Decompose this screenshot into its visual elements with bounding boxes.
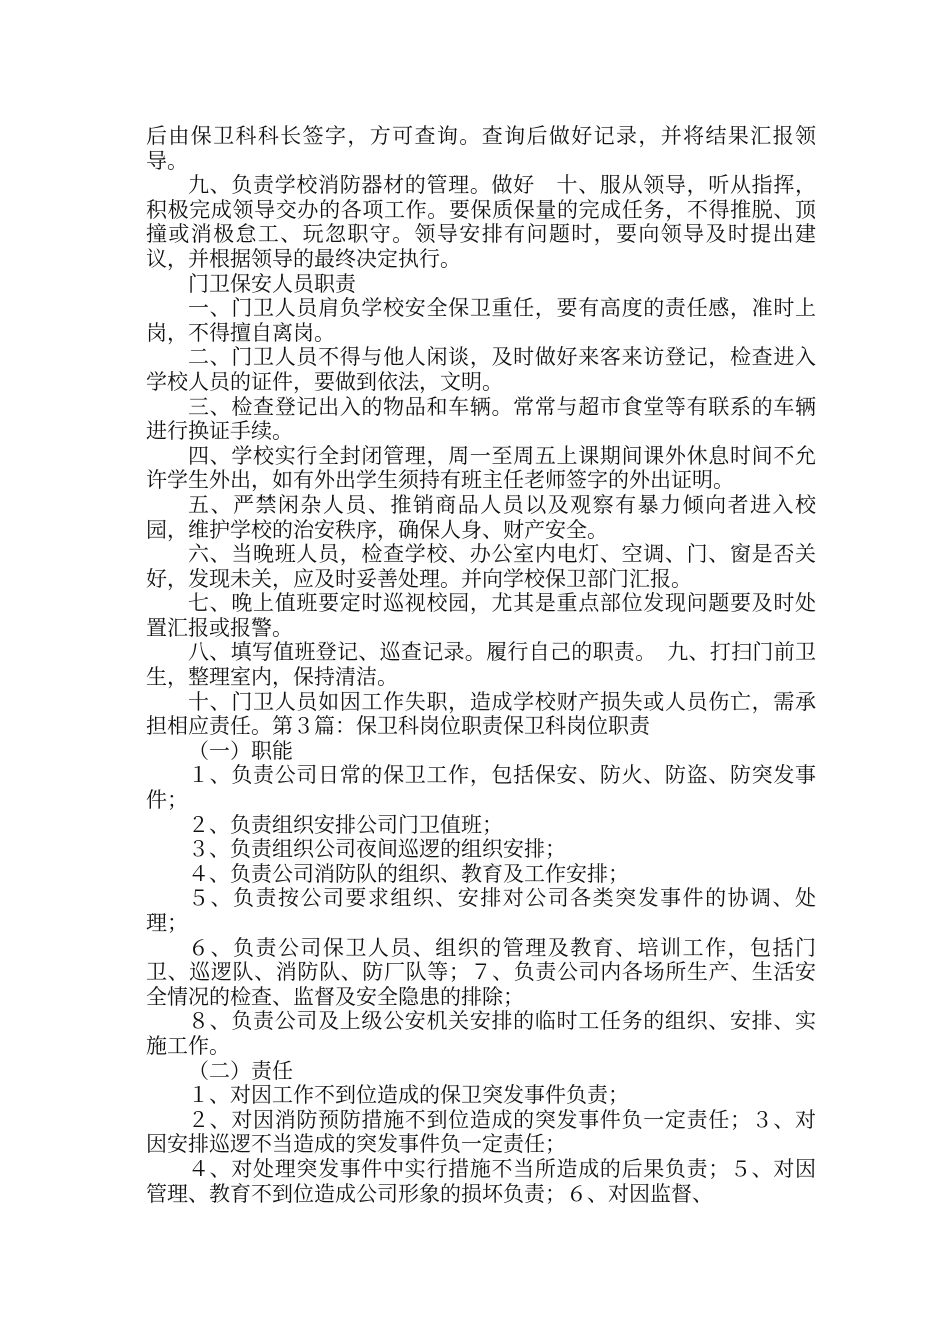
paragraph-guard-item-5: 五、严禁闲杂人员、推销商品人员以及观察有暴力倾向者进入校园，维护学校的治安秩序，确保人身、财产安全。 [146,492,816,542]
paragraph-guard-item-10: 十、门卫人员如因工作失职，造成学校财产损失或人员伤亡，需承担相应责任。第３篇：保卫科岗位职责保卫科岗位职责 [146,689,816,739]
paragraph-guard-item-4: 四、学校实行全封闭管理，周一至周五上课期间课外休息时间不允许学生外出，如有外出学生须持有班主任老师签字的外出证明。 [146,443,816,493]
paragraph-function-2: ２、负责组织安排公司门卫值班； [188,812,503,837]
paragraph-function-1: １、负责公司日常的保卫工作，包括保安、防火、防盗、防突发事件； [146,763,816,813]
paragraph-guard-item-8-9: 八、填写值班登记、巡查记录。履行自己的职责。 九、打扫门前卫生，整理室内，保持清洁。 [146,640,816,690]
paragraph-function-5: ５、负责按公司要求组织、安排对公司各类突发事件的协调、处理； [146,886,816,935]
section-heading-guard-duties: 门卫保安人员职责 [188,271,356,296]
paragraph-guard-item-2: 二、门卫人员不得与他人闲谈，及时做好来客来访登记，检查进入学校人员的证件，要做到依法，文明。 [146,345,816,394]
paragraph-function-3: ３、负责组织公司夜间巡逻的组织安排； [188,837,566,862]
paragraph-guard-item-7: 七、晚上值班要定时巡视校园，尤其是重点部位发现问题要及时处置汇报或报警。 [146,591,816,640]
section-heading-responsibilities: （二）责任 [188,1058,293,1083]
paragraph-guard-item-6: 六、当晚班人员，检查学校、办公室内电灯、空调、门、窗是否关好，发现未关，应及时妥善处理。并向学校保卫部门汇报。 [146,542,816,591]
document-body [146,124,816,1206]
section-heading-functions: （一）职能 [188,738,293,763]
paragraph-function-8: ８、负责公司及上级公安机关安排的临时工任务的组织、安排、实施工作。 [146,1009,816,1058]
paragraph-function-4: ４、负责公司消防队的组织、教育及工作安排； [188,861,629,886]
paragraph-continuation: 后由保卫科科长签字，方可查询。查询后做好记录，并将结果汇报领导。 [146,124,816,173]
paragraph-responsibility-4-6: ４、对处理突发事件中实行措施不当所造成的后果负责；５、对因管理、教育不到位造成公司形象的损坏负责；６、对因监督、 [146,1156,816,1206]
paragraph-guard-item-1: 一、门卫人员肩负学校安全保卫重任，要有高度的责任感，准时上岗，不得擅自离岗。 [146,296,816,345]
paragraph-responsibility-2-3: ２、对因消防预防措施不到位造成的突发事件负一定责任；３、对因安排巡逻不当造成的突发事件负一定责任； [146,1107,816,1157]
paragraph-guard-item-3: 三、检查登记出入的物品和车辆。常常与超市食堂等有联系的车辆进行换证手续。 [146,394,816,444]
paragraph-function-6-7: ６、负责公司保卫人员、组织的管理及教育、培训工作，包括门卫、巡逻队、消防队、防厂队等；７、负责公司内各场所生产、生活安全情况的检查、监督及安全隐患的排除； [146,935,816,1009]
paragraph-responsibility-1: １、对因工作不到位造成的保卫突发事件负责； [188,1083,629,1108]
paragraph-item-9-10: 九、负责学校消防器材的管理。做好 十、服从领导，听从指挥，积极完成领导交办的各项工作。要保质保量的完成任务，不得推脱、顶撞或消极怠工、玩忽职守。领导安排有问题时，要向领导及时提出建议，并根据领导的最终决定执行。 [146,173,816,271]
